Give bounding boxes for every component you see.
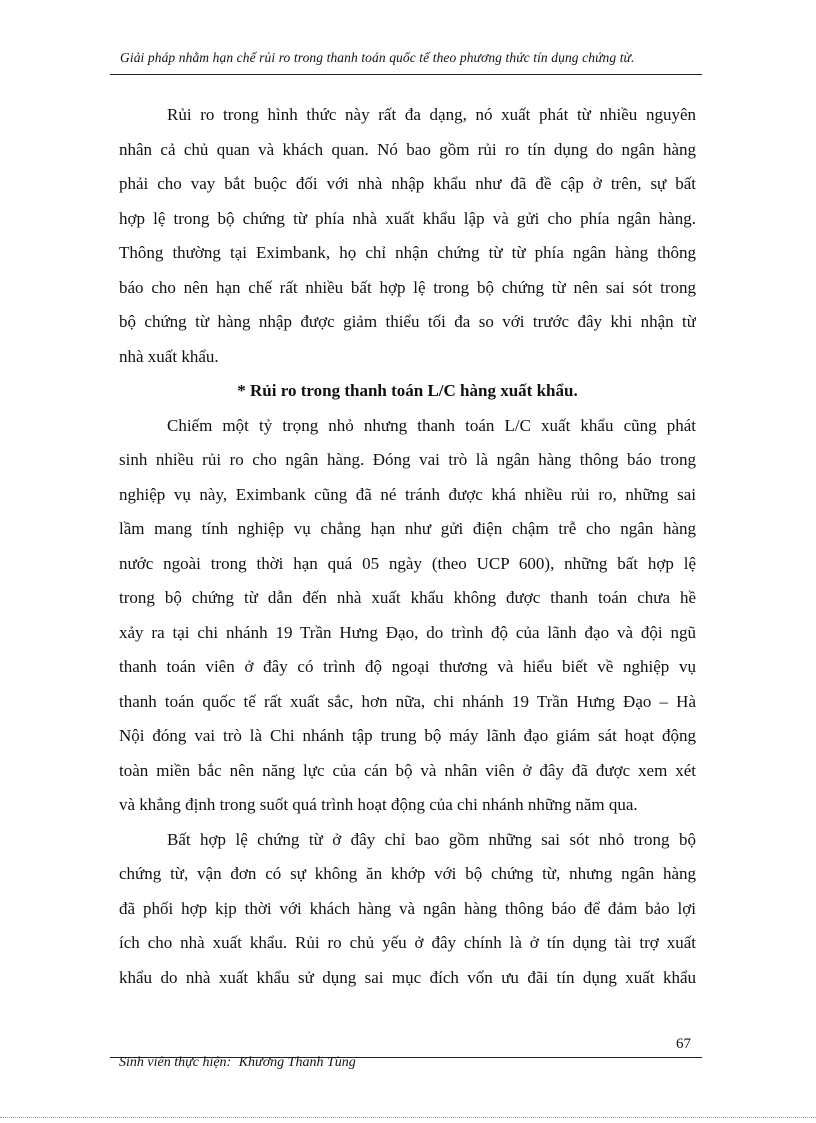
text-line: phải cho vay bắt buộc đối với nhà nhập khẩu như đã đề cập ở trên, sự bất (119, 174, 696, 193)
body-text (119, 98, 696, 995)
page-number: 67 (676, 1036, 691, 1052)
text-line: thanh toán viên ở đây có trình độ ngoại thương và hiểu biết về nghiệp vụ (119, 657, 696, 676)
text-line: Thông thường tại Eximbank, họ chỉ nhận chứng từ từ phía ngân hàng thông (119, 243, 696, 262)
text-line: toàn miền bắc nên năng lực của cán bộ và nhân viên ở đây đã được xem xét (119, 760, 696, 780)
text-line: thanh toán quốc tế rất xuất sắc, hơn nữa, chi nhánh 19 Trần Hưng Đạo – Hà (119, 691, 696, 711)
text-line: Rủi ro trong hình thức này rất đa dạng, nó xuất phát từ nhiều nguyên (167, 105, 696, 124)
footer-author (119, 1055, 360, 1071)
text-line: khẩu do nhà xuất khẩu sử dụng sai mục đích vốn ưu đãi tín dụng xuất khẩu (119, 967, 696, 987)
paragraph-export-risk (119, 409, 696, 823)
text-line: hợp lệ trong bộ chứng từ phía nhà xuất khẩu lập và gửi cho phía ngân hàng. (119, 208, 696, 228)
section-heading: * Rủi ro trong thanh toán L/C hàng xuất khẩu. (237, 381, 578, 400)
text-line: nhà xuất khẩu. (119, 346, 219, 366)
text-line: Bất hợp lệ chứng từ ở đây chỉ bao gồm những sai sót nhỏ trong bộ (167, 829, 696, 849)
page-edge-divider (0, 1117, 816, 1118)
text-line: nghiệp vụ này, Eximbank cũng đã né tránh được khá nhiều rủi ro, những sai (119, 484, 696, 504)
text-line: báo cho nên hạn chế rất nhiều bất hợp lệ trong bộ chứng từ nên sai sót trong (119, 277, 696, 297)
text-line: chứng từ, vận đơn có sự không ăn khớp với bộ chứng từ, nhưng ngân hàng (119, 864, 696, 883)
paragraph-import-risk (119, 98, 696, 374)
text-line: lầm mang tính nghiệp vụ chẳng hạn như gửi điện chậm trễ cho ngân hàng (119, 519, 696, 538)
author-label: Sinh viên thực hiện: (119, 1055, 232, 1070)
text-line: sinh nhiều rủi ro cho ngân hàng. Đóng vai trò là ngân hàng thông báo trong (119, 450, 696, 469)
text-line: Nội đóng vai trò là Chi nhánh tập trung bộ máy lãnh đạo giám sát hoạt động (119, 726, 696, 745)
header-divider (110, 74, 702, 75)
text-line: nhân cả chủ quan và khách quan. Nó bao gồm rủi ro tín dụng do ngân hàng (119, 139, 696, 159)
text-line: ích cho nhà xuất khẩu. Rủi ro chủ yếu ở đây chính là ở tín dụng tài trợ xuất (119, 933, 696, 952)
text-line: bộ chứng từ hàng nhập được giảm thiểu tối đa so với trước đây khi nhận từ (119, 312, 696, 331)
text-line: trong bộ chứng từ dẫn đến nhà xuất khẩu không được thanh toán chưa hề (119, 588, 696, 607)
running-header: Giải pháp nhằm hạn chế rủi ro trong thanh toán quốc tế theo phương thức tín dụng chứng từ. (120, 50, 635, 65)
text-line: xảy ra tại chi nhánh 19 Trần Hưng Đạo, do trình độ của lãnh đạo và đội ngũ (119, 622, 696, 642)
text-line: đã phối hợp kịp thời với khách hàng và ngân hàng thông báo để đảm bảo lợi (119, 898, 696, 918)
text-line: và khẳng định trong suốt quá trình hoạt động của chi nhánh những năm qua. (119, 795, 638, 814)
text-line: Chiếm một tỷ trọng nhỏ nhưng thanh toán L/C xuất khẩu cũng phát (167, 415, 696, 435)
paragraph-document-discrepancy (119, 823, 696, 996)
author-name: Khương Thanh Tùng (238, 1055, 356, 1070)
text-line: nước ngoài trong thời hạn quá 05 ngày (theo UCP 600), những bất hợp lệ (119, 553, 696, 573)
